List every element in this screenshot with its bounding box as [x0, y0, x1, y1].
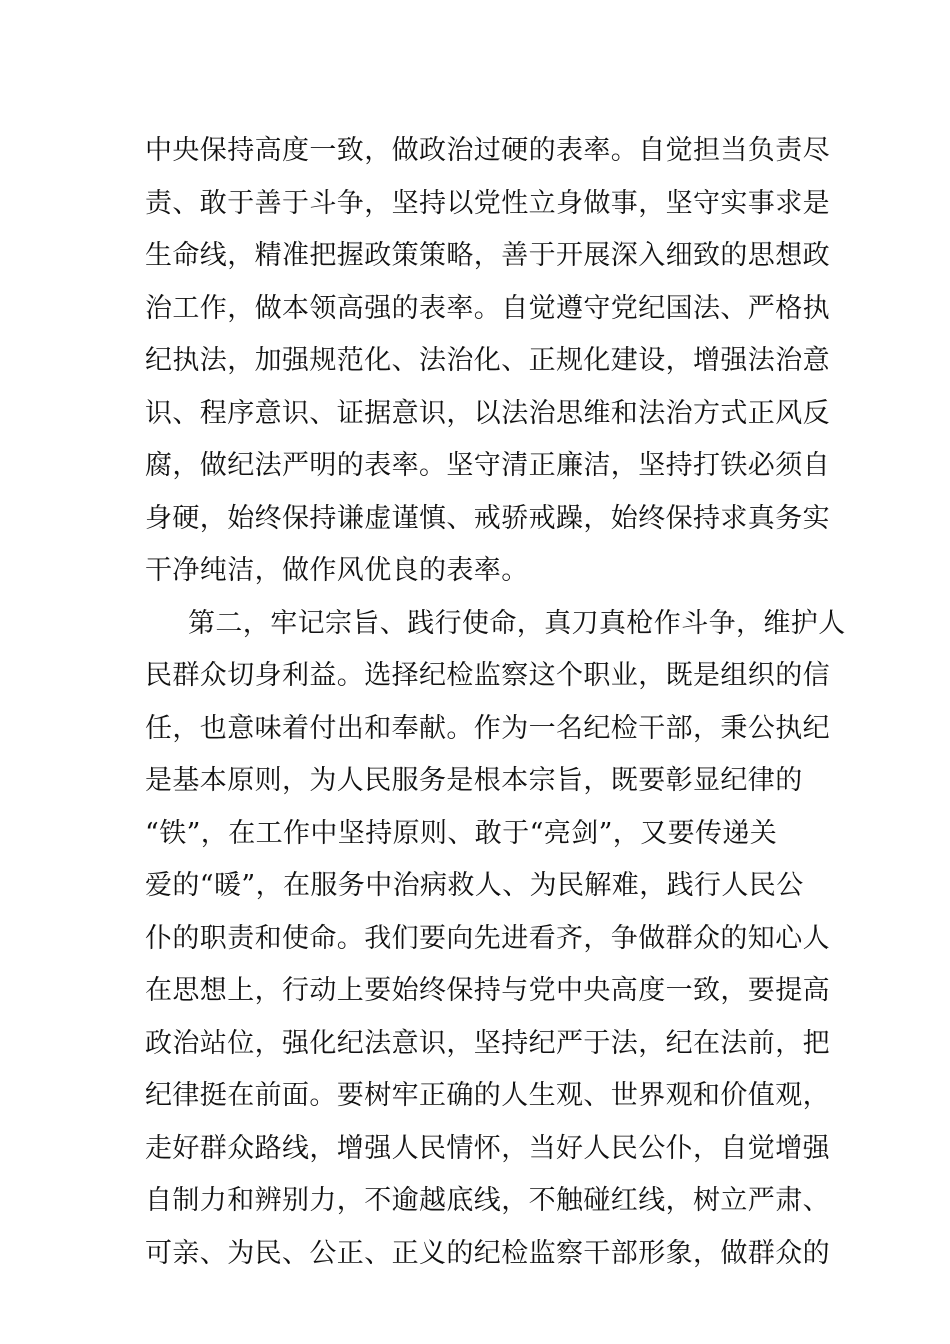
text-line-18: 政治站位，强化纪法意识，坚持纪严于法，纪在法前，把: [145, 1027, 830, 1059]
text-line-22: 可亲、为民、公正、正义的纪检监察干部形象，做群众的: [145, 1237, 830, 1269]
text-line-3: 生命线，精准把握政策策略，善于开展深入细致的思想政: [145, 240, 830, 271]
text-line-9: 干净纯洁，做作风优良的表率。: [145, 555, 529, 586]
text-line-4: 治工作，做本领高强的表率。自觉遵守党纪国法、严格执: [145, 292, 830, 324]
text-line-8: 身硬，始终保持谦虚谨慎、戒骄戒躁，始终保持求真务实: [145, 502, 830, 534]
body-text: [145, 125, 846, 1280]
text-line-6: 识、程序意识、证据意识，以法治思维和法治方式正风反: [145, 397, 830, 429]
text-line-11: 民群众切身利益。选择纪检监察这个职业，既是组织的信: [145, 660, 830, 691]
text-line-16: 仆的职责和使命。我们要向先进看齐，争做群众的知心人: [145, 922, 830, 954]
text-line-2: 责、敢于善于斗争，坚持以党性立身做事，坚守实事求是: [145, 187, 830, 219]
text-line-5: 纪执法，加强规范化、法治化、正规化建设，增强法治意: [145, 345, 830, 376]
text-line-14: “铁”，在工作中坚持原则、敢于“亮剑”，又要传递关: [145, 817, 778, 849]
text-line-7: 腐，做纪法严明的表率。坚守清正廉洁，坚持打铁必须自: [145, 450, 830, 481]
paragraph-2-start-line: 第二，牢记宗旨、践行使命，真刀真枪作斗争，维护人: [188, 607, 846, 639]
text-line-17: 在思想上，行动上要始终保持与党中央高度一致，要提高: [145, 975, 830, 1006]
text-line-21: 自制力和辨别力，不逾越底线，不触碰红线，树立严肃、: [145, 1185, 830, 1216]
text-line-19: 纪律挺在前面。要树牢正确的人生观、世界观和价值观，: [145, 1080, 830, 1111]
text-line-20: 走好群众路线，增强人民情怀，当好人民公仆，自觉增强: [145, 1132, 830, 1164]
text-line-15: 爱的“暖”，在服务中治病救人、为民解难，践行人民公: [145, 870, 804, 901]
text-line-1: 中央保持高度一致，做政治过硬的表率。自觉担当负责尽: [145, 135, 830, 166]
text-line-13: 是基本原则，为人民服务是根本宗旨，既要彰显纪律的: [145, 765, 803, 796]
text-line-12: 任，也意味着付出和奉献。作为一名纪检干部，秉公执纪: [145, 712, 830, 744]
